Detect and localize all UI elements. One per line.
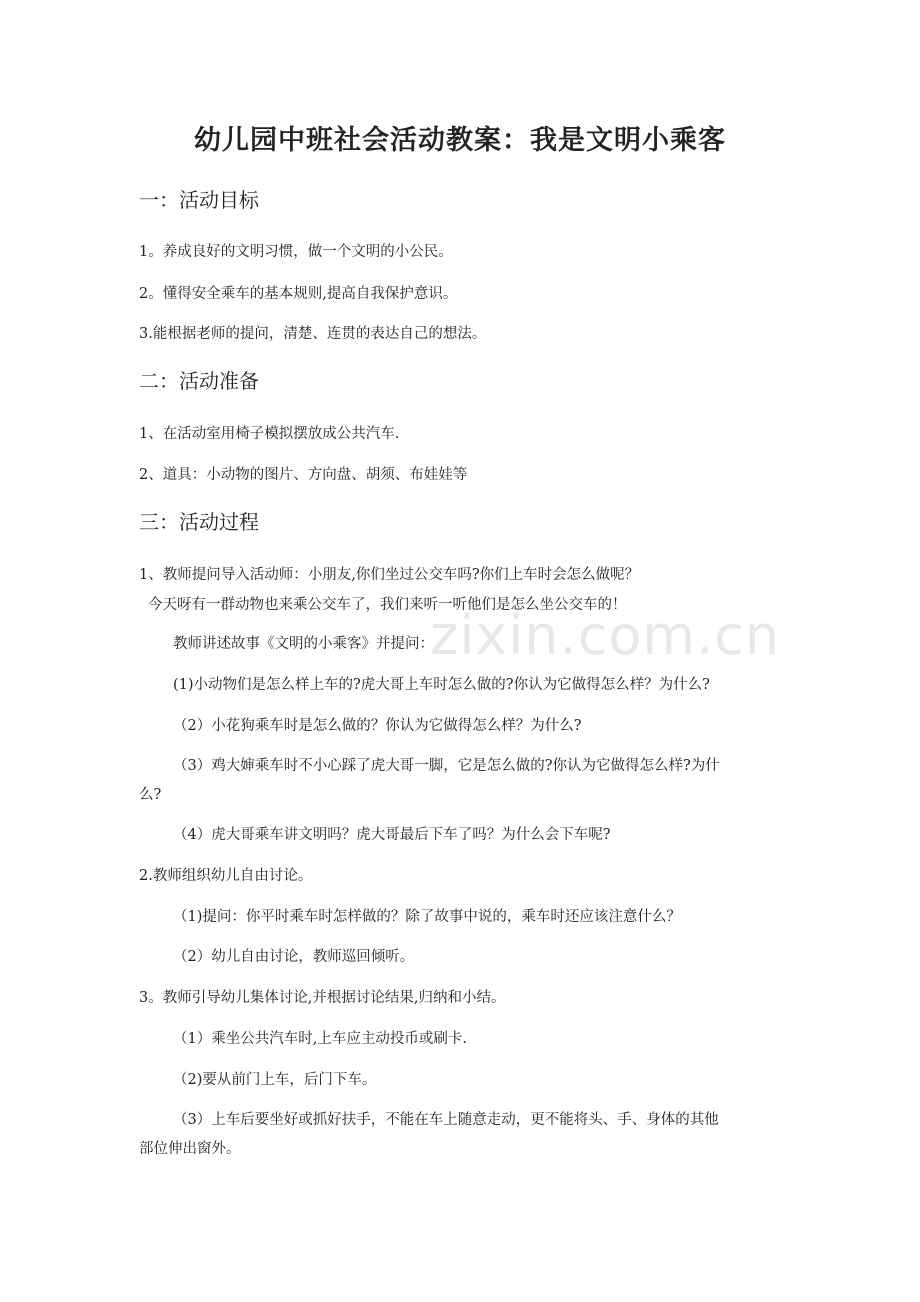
process-line-14: （2)要从前门上车，后门下车。 <box>173 1072 377 1088</box>
process-line-10: （1)提问：你平时乘车时怎样做的？除了故事中说的，乘车时还应该注意什么？ <box>173 909 681 925</box>
process-line-6: （3）鸡大婶乘车时不小心踩了虎大哥一脚，它是怎么做的?你认为它做得怎么样?为什 <box>173 758 720 774</box>
process-line-16: 部位伸出窗外。 <box>139 1141 241 1157</box>
goal-item-1: 1。养成良好的文明习惯，做一个文明的小公民。 <box>139 244 453 260</box>
process-line-2: 今天呀有一群动物也来乘公交车了，我们来听一听他们是怎么坐公交车的！ <box>148 597 627 613</box>
section-heading-goals: 一：活动目标 <box>139 188 259 212</box>
prep-item-2: 2、道具：小动物的图片、方向盘、胡须、布娃娃等 <box>139 467 468 483</box>
process-line-13: （1）乘坐公共汽车时,上车应主动投币或刷卡. <box>173 1031 467 1047</box>
section-heading-process: 三：活动过程 <box>139 510 259 534</box>
process-line-3: 教师讲述故事《文明的小乘客》并提问： <box>173 636 434 652</box>
process-line-15: （3）上车后要坐好或抓好扶手，不能在车上随意走动，更不能将头、手、身体的其他 <box>173 1112 719 1128</box>
process-line-5: （2）小花狗乘车时是怎么做的？你认为它做得怎么样？为什么? <box>173 718 582 734</box>
process-line-1: 1、教师提问导入活动师：小朋友,你们坐过公交车吗?你们上车时会怎么做呢？ <box>139 567 640 583</box>
goal-item-2: 2。懂得安全乘车的基本规则,提高自我保护意识。 <box>139 286 458 302</box>
process-line-4: (1)小动物们是怎么样上车的?虎大哥上车时怎么做的?你认为它做得怎么样？为什么? <box>173 677 710 693</box>
process-line-12: 3。教师引导幼儿集体讨论,并根据讨论结果,归纳和小结。 <box>139 990 506 1006</box>
process-line-9: 2.教师组织幼儿自由讨论。 <box>139 868 313 884</box>
prep-item-1: 1、在活动室用椅子模拟摆放成公共汽车. <box>139 426 400 442</box>
document-title: 幼儿园中班社会活动教案：我是文明小乘客 <box>194 125 726 156</box>
process-line-11: （2）幼儿自由讨论，教师巡回倾听。 <box>173 949 415 965</box>
process-line-8: （4）虎大哥乘车讲文明吗？虎大哥最后下车了吗？为什么会下车呢? <box>173 827 611 843</box>
process-line-7: 么? <box>139 787 162 803</box>
watermark: zixin.com.cn <box>430 604 781 667</box>
goal-item-3: 3.能根据老师的提问，清楚、连贯的表达自己的想法。 <box>139 326 487 342</box>
section-heading-preparation: 二：活动准备 <box>139 369 259 393</box>
